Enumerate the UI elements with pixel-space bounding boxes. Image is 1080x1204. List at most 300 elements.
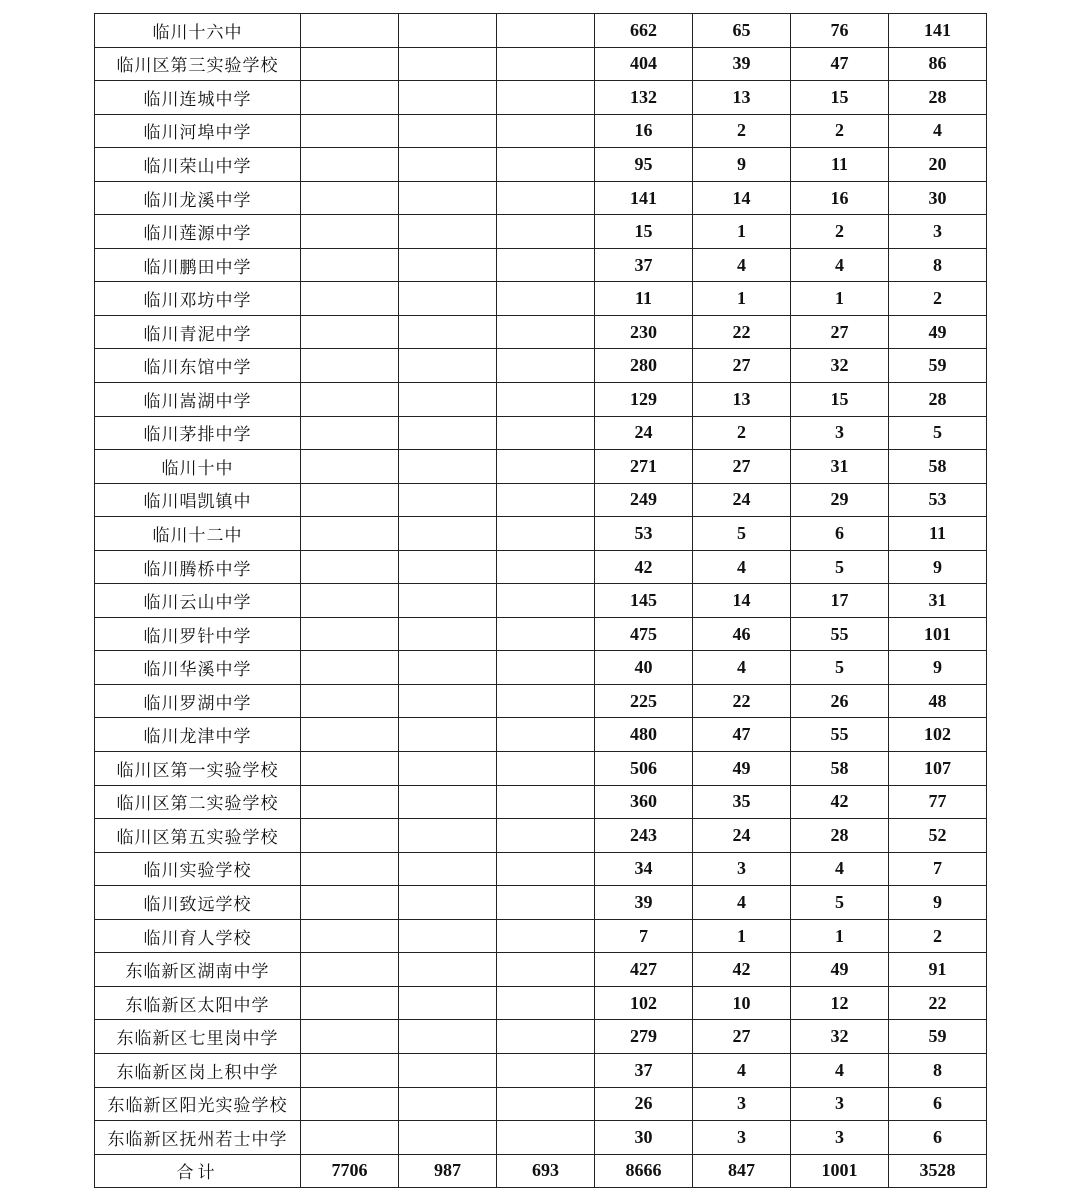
col5-cell: 13 bbox=[693, 81, 791, 115]
table-row bbox=[95, 718, 987, 752]
col2-cell bbox=[399, 819, 497, 853]
col7-cell: 28 bbox=[889, 81, 987, 115]
total-cell: 249 bbox=[595, 483, 693, 517]
total-cell: 480 bbox=[595, 718, 693, 752]
quota-table-container bbox=[94, 13, 986, 1188]
col2-cell bbox=[399, 114, 497, 148]
col5-cell: 847 bbox=[693, 1154, 791, 1188]
school-name-cell: 临川十中 bbox=[95, 450, 301, 484]
school-name-cell: 临川区第一实验学校 bbox=[95, 752, 301, 786]
col1-cell bbox=[301, 986, 399, 1020]
col1-cell bbox=[301, 953, 399, 987]
col6-cell: 16 bbox=[791, 181, 889, 215]
col6-cell: 3 bbox=[791, 1087, 889, 1121]
col3-cell bbox=[497, 684, 595, 718]
col6-cell: 3 bbox=[791, 1121, 889, 1155]
total-cell: 225 bbox=[595, 684, 693, 718]
table-row bbox=[95, 1020, 987, 1054]
total-cell: 37 bbox=[595, 248, 693, 282]
col5-cell: 39 bbox=[693, 47, 791, 81]
col3-cell bbox=[497, 47, 595, 81]
col1-cell bbox=[301, 383, 399, 417]
total-cell: 427 bbox=[595, 953, 693, 987]
col6-cell: 32 bbox=[791, 1020, 889, 1054]
col1-cell bbox=[301, 483, 399, 517]
col6-cell: 76 bbox=[791, 14, 889, 48]
col1-cell bbox=[301, 718, 399, 752]
col3-cell bbox=[497, 383, 595, 417]
col2-cell bbox=[399, 215, 497, 249]
col7-cell: 6 bbox=[889, 1087, 987, 1121]
table-row bbox=[95, 450, 987, 484]
school-name-cell: 临川嵩湖中学 bbox=[95, 383, 301, 417]
table-row bbox=[95, 886, 987, 920]
total-cell: 141 bbox=[595, 181, 693, 215]
col1-cell bbox=[301, 1087, 399, 1121]
table-row bbox=[95, 114, 987, 148]
col6-cell: 4 bbox=[791, 1053, 889, 1087]
school-name-cell: 临川东馆中学 bbox=[95, 349, 301, 383]
col7-cell: 102 bbox=[889, 718, 987, 752]
table-row bbox=[95, 1087, 987, 1121]
total-cell: 475 bbox=[595, 617, 693, 651]
col2-cell bbox=[399, 919, 497, 953]
col2-cell bbox=[399, 450, 497, 484]
total-cell: 271 bbox=[595, 450, 693, 484]
col5-cell: 14 bbox=[693, 584, 791, 618]
col7-cell: 3 bbox=[889, 215, 987, 249]
col1-cell bbox=[301, 550, 399, 584]
school-name-cell: 临川致远学校 bbox=[95, 886, 301, 920]
total-cell: 24 bbox=[595, 416, 693, 450]
table-row bbox=[95, 651, 987, 685]
col3-cell bbox=[497, 886, 595, 920]
col3-cell bbox=[497, 1053, 595, 1087]
col1-cell bbox=[301, 819, 399, 853]
col7-cell: 31 bbox=[889, 584, 987, 618]
col2-cell bbox=[399, 1087, 497, 1121]
total-cell: 279 bbox=[595, 1020, 693, 1054]
col7-cell: 30 bbox=[889, 181, 987, 215]
table-row bbox=[95, 919, 987, 953]
col5-cell: 27 bbox=[693, 450, 791, 484]
col2-cell bbox=[399, 416, 497, 450]
col2-cell bbox=[399, 651, 497, 685]
col6-cell: 55 bbox=[791, 718, 889, 752]
col1-cell bbox=[301, 416, 399, 450]
col7-cell: 8 bbox=[889, 248, 987, 282]
school-name-cell: 东临新区岗上积中学 bbox=[95, 1053, 301, 1087]
col3-cell bbox=[497, 148, 595, 182]
table-row bbox=[95, 81, 987, 115]
col1-cell bbox=[301, 1121, 399, 1155]
col6-cell: 3 bbox=[791, 416, 889, 450]
col3-cell bbox=[497, 617, 595, 651]
col1-cell bbox=[301, 248, 399, 282]
col6-cell: 1 bbox=[791, 919, 889, 953]
col5-cell: 27 bbox=[693, 349, 791, 383]
col7-cell: 4 bbox=[889, 114, 987, 148]
col3-cell bbox=[497, 181, 595, 215]
col6-cell: 2 bbox=[791, 215, 889, 249]
table-row bbox=[95, 349, 987, 383]
school-name-cell: 合计 bbox=[95, 1154, 301, 1188]
col3-cell bbox=[497, 349, 595, 383]
total-cell: 30 bbox=[595, 1121, 693, 1155]
col3-cell bbox=[497, 785, 595, 819]
total-cell: 132 bbox=[595, 81, 693, 115]
school-name-cell: 临川区第五实验学校 bbox=[95, 819, 301, 853]
col5-cell: 3 bbox=[693, 1121, 791, 1155]
total-row bbox=[95, 1154, 987, 1188]
col3-cell bbox=[497, 953, 595, 987]
col6-cell: 5 bbox=[791, 886, 889, 920]
col2-cell bbox=[399, 282, 497, 316]
col5-cell: 46 bbox=[693, 617, 791, 651]
col5-cell: 27 bbox=[693, 1020, 791, 1054]
table-row bbox=[95, 1053, 987, 1087]
col2-cell bbox=[399, 584, 497, 618]
col2-cell bbox=[399, 684, 497, 718]
col6-cell: 29 bbox=[791, 483, 889, 517]
col2-cell bbox=[399, 752, 497, 786]
col7-cell: 101 bbox=[889, 617, 987, 651]
col3-cell bbox=[497, 450, 595, 484]
table-row bbox=[95, 47, 987, 81]
total-cell: 26 bbox=[595, 1087, 693, 1121]
col3-cell bbox=[497, 919, 595, 953]
col7-cell: 6 bbox=[889, 1121, 987, 1155]
col7-cell: 9 bbox=[889, 651, 987, 685]
school-name-cell: 临川莲源中学 bbox=[95, 215, 301, 249]
school-name-cell: 临川十二中 bbox=[95, 517, 301, 551]
col6-cell: 15 bbox=[791, 81, 889, 115]
table-row bbox=[95, 181, 987, 215]
col2-cell bbox=[399, 1053, 497, 1087]
col3-cell bbox=[497, 718, 595, 752]
table-body bbox=[95, 14, 987, 1188]
col3-cell bbox=[497, 1087, 595, 1121]
col7-cell: 2 bbox=[889, 282, 987, 316]
total-cell: 129 bbox=[595, 383, 693, 417]
col2-cell bbox=[399, 852, 497, 886]
col5-cell: 1 bbox=[693, 919, 791, 953]
col2-cell bbox=[399, 483, 497, 517]
school-name-cell: 临川罗湖中学 bbox=[95, 684, 301, 718]
col3-cell bbox=[497, 81, 595, 115]
col7-cell: 8 bbox=[889, 1053, 987, 1087]
col5-cell: 65 bbox=[693, 14, 791, 48]
col3-cell bbox=[497, 114, 595, 148]
col6-cell: 1001 bbox=[791, 1154, 889, 1188]
col7-cell: 28 bbox=[889, 383, 987, 417]
col3-cell bbox=[497, 248, 595, 282]
col5-cell: 4 bbox=[693, 248, 791, 282]
col6-cell: 49 bbox=[791, 953, 889, 987]
total-cell: 404 bbox=[595, 47, 693, 81]
col7-cell: 9 bbox=[889, 550, 987, 584]
col7-cell: 9 bbox=[889, 886, 987, 920]
col6-cell: 5 bbox=[791, 550, 889, 584]
school-name-cell: 临川荣山中学 bbox=[95, 148, 301, 182]
col1-cell: 7706 bbox=[301, 1154, 399, 1188]
col7-cell: 91 bbox=[889, 953, 987, 987]
col1-cell bbox=[301, 752, 399, 786]
school-name-cell: 临川腾桥中学 bbox=[95, 550, 301, 584]
col5-cell: 47 bbox=[693, 718, 791, 752]
col3-cell bbox=[497, 517, 595, 551]
col6-cell: 47 bbox=[791, 47, 889, 81]
col3-cell: 693 bbox=[497, 1154, 595, 1188]
table-row bbox=[95, 416, 987, 450]
col2-cell: 987 bbox=[399, 1154, 497, 1188]
col5-cell: 22 bbox=[693, 684, 791, 718]
col5-cell: 2 bbox=[693, 114, 791, 148]
school-name-cell: 东临新区太阳中学 bbox=[95, 986, 301, 1020]
school-name-cell: 临川茅排中学 bbox=[95, 416, 301, 450]
col6-cell: 55 bbox=[791, 617, 889, 651]
col2-cell bbox=[399, 181, 497, 215]
col2-cell bbox=[399, 785, 497, 819]
total-cell: 280 bbox=[595, 349, 693, 383]
quota-table bbox=[94, 13, 987, 1188]
col5-cell: 35 bbox=[693, 785, 791, 819]
school-name-cell: 临川育人学校 bbox=[95, 919, 301, 953]
table-row bbox=[95, 953, 987, 987]
col6-cell: 12 bbox=[791, 986, 889, 1020]
col7-cell: 22 bbox=[889, 986, 987, 1020]
col5-cell: 4 bbox=[693, 1053, 791, 1087]
school-name-cell: 临川华溪中学 bbox=[95, 651, 301, 685]
col6-cell: 2 bbox=[791, 114, 889, 148]
col6-cell: 27 bbox=[791, 315, 889, 349]
col3-cell bbox=[497, 282, 595, 316]
school-name-cell: 临川青泥中学 bbox=[95, 315, 301, 349]
col3-cell bbox=[497, 584, 595, 618]
total-cell: 37 bbox=[595, 1053, 693, 1087]
col7-cell: 58 bbox=[889, 450, 987, 484]
col6-cell: 17 bbox=[791, 584, 889, 618]
school-name-cell: 临川区第二实验学校 bbox=[95, 785, 301, 819]
col5-cell: 13 bbox=[693, 383, 791, 417]
col1-cell bbox=[301, 81, 399, 115]
col2-cell bbox=[399, 1121, 497, 1155]
col7-cell: 86 bbox=[889, 47, 987, 81]
table-row bbox=[95, 315, 987, 349]
col7-cell: 59 bbox=[889, 349, 987, 383]
col5-cell: 22 bbox=[693, 315, 791, 349]
col7-cell: 3528 bbox=[889, 1154, 987, 1188]
school-name-cell: 临川区第三实验学校 bbox=[95, 47, 301, 81]
col5-cell: 14 bbox=[693, 181, 791, 215]
total-cell: 360 bbox=[595, 785, 693, 819]
col2-cell bbox=[399, 718, 497, 752]
col7-cell: 49 bbox=[889, 315, 987, 349]
col5-cell: 9 bbox=[693, 148, 791, 182]
col2-cell bbox=[399, 383, 497, 417]
total-cell: 39 bbox=[595, 886, 693, 920]
col2-cell bbox=[399, 14, 497, 48]
col5-cell: 24 bbox=[693, 819, 791, 853]
total-cell: 15 bbox=[595, 215, 693, 249]
col7-cell: 5 bbox=[889, 416, 987, 450]
table-row bbox=[95, 148, 987, 182]
col3-cell bbox=[497, 416, 595, 450]
col1-cell bbox=[301, 47, 399, 81]
col5-cell: 3 bbox=[693, 1087, 791, 1121]
total-cell: 53 bbox=[595, 517, 693, 551]
col6-cell: 11 bbox=[791, 148, 889, 182]
col6-cell: 31 bbox=[791, 450, 889, 484]
col6-cell: 28 bbox=[791, 819, 889, 853]
col3-cell bbox=[497, 819, 595, 853]
col3-cell bbox=[497, 14, 595, 48]
col6-cell: 42 bbox=[791, 785, 889, 819]
school-name-cell: 东临新区阳光实验学校 bbox=[95, 1087, 301, 1121]
col3-cell bbox=[497, 215, 595, 249]
col2-cell bbox=[399, 517, 497, 551]
school-name-cell: 临川邓坊中学 bbox=[95, 282, 301, 316]
col1-cell bbox=[301, 349, 399, 383]
col7-cell: 2 bbox=[889, 919, 987, 953]
col1-cell bbox=[301, 684, 399, 718]
col1-cell bbox=[301, 852, 399, 886]
col5-cell: 4 bbox=[693, 550, 791, 584]
col3-cell bbox=[497, 986, 595, 1020]
col5-cell: 5 bbox=[693, 517, 791, 551]
school-name-cell: 临川实验学校 bbox=[95, 852, 301, 886]
col2-cell bbox=[399, 953, 497, 987]
table-row bbox=[95, 248, 987, 282]
col6-cell: 15 bbox=[791, 383, 889, 417]
col3-cell bbox=[497, 1121, 595, 1155]
col1-cell bbox=[301, 181, 399, 215]
col2-cell bbox=[399, 1020, 497, 1054]
col1-cell bbox=[301, 282, 399, 316]
col1-cell bbox=[301, 617, 399, 651]
col1-cell bbox=[301, 1053, 399, 1087]
col5-cell: 24 bbox=[693, 483, 791, 517]
table-row bbox=[95, 617, 987, 651]
school-name-cell: 临川云山中学 bbox=[95, 584, 301, 618]
col6-cell: 4 bbox=[791, 248, 889, 282]
col1-cell bbox=[301, 651, 399, 685]
col6-cell: 32 bbox=[791, 349, 889, 383]
col1-cell bbox=[301, 1020, 399, 1054]
col1-cell bbox=[301, 785, 399, 819]
col3-cell bbox=[497, 752, 595, 786]
school-name-cell: 东临新区湖南中学 bbox=[95, 953, 301, 987]
total-cell: 16 bbox=[595, 114, 693, 148]
table-row bbox=[95, 14, 987, 48]
table-row bbox=[95, 215, 987, 249]
col5-cell: 4 bbox=[693, 886, 791, 920]
table-row bbox=[95, 483, 987, 517]
table-row bbox=[95, 1121, 987, 1155]
col5-cell: 42 bbox=[693, 953, 791, 987]
col1-cell bbox=[301, 148, 399, 182]
table-row bbox=[95, 852, 987, 886]
col7-cell: 59 bbox=[889, 1020, 987, 1054]
col1-cell bbox=[301, 450, 399, 484]
table-row bbox=[95, 819, 987, 853]
col6-cell: 6 bbox=[791, 517, 889, 551]
col6-cell: 26 bbox=[791, 684, 889, 718]
col5-cell: 49 bbox=[693, 752, 791, 786]
col2-cell bbox=[399, 47, 497, 81]
school-name-cell: 临川鹏田中学 bbox=[95, 248, 301, 282]
col7-cell: 141 bbox=[889, 14, 987, 48]
col3-cell bbox=[497, 483, 595, 517]
total-cell: 7 bbox=[595, 919, 693, 953]
total-cell: 42 bbox=[595, 550, 693, 584]
col7-cell: 52 bbox=[889, 819, 987, 853]
total-cell: 40 bbox=[595, 651, 693, 685]
total-cell: 8666 bbox=[595, 1154, 693, 1188]
table-row bbox=[95, 282, 987, 316]
total-cell: 662 bbox=[595, 14, 693, 48]
col3-cell bbox=[497, 852, 595, 886]
col1-cell bbox=[301, 215, 399, 249]
total-cell: 506 bbox=[595, 752, 693, 786]
col5-cell: 2 bbox=[693, 416, 791, 450]
col2-cell bbox=[399, 148, 497, 182]
school-name-cell: 东临新区抚州若士中学 bbox=[95, 1121, 301, 1155]
school-name-cell: 临川连城中学 bbox=[95, 81, 301, 115]
col2-cell bbox=[399, 886, 497, 920]
table-row bbox=[95, 785, 987, 819]
col5-cell: 1 bbox=[693, 215, 791, 249]
total-cell: 243 bbox=[595, 819, 693, 853]
col7-cell: 77 bbox=[889, 785, 987, 819]
table-row bbox=[95, 752, 987, 786]
col2-cell bbox=[399, 986, 497, 1020]
table-row bbox=[95, 684, 987, 718]
col1-cell bbox=[301, 517, 399, 551]
col5-cell: 4 bbox=[693, 651, 791, 685]
school-name-cell: 临川罗针中学 bbox=[95, 617, 301, 651]
col6-cell: 5 bbox=[791, 651, 889, 685]
col6-cell: 58 bbox=[791, 752, 889, 786]
col7-cell: 20 bbox=[889, 148, 987, 182]
total-cell: 102 bbox=[595, 986, 693, 1020]
col6-cell: 1 bbox=[791, 282, 889, 316]
col1-cell bbox=[301, 14, 399, 48]
col5-cell: 10 bbox=[693, 986, 791, 1020]
total-cell: 11 bbox=[595, 282, 693, 316]
col2-cell bbox=[399, 81, 497, 115]
col2-cell bbox=[399, 315, 497, 349]
school-name-cell: 东临新区七里岗中学 bbox=[95, 1020, 301, 1054]
col1-cell bbox=[301, 886, 399, 920]
school-name-cell: 临川河埠中学 bbox=[95, 114, 301, 148]
col3-cell bbox=[497, 651, 595, 685]
school-name-cell: 临川龙溪中学 bbox=[95, 181, 301, 215]
school-name-cell: 临川十六中 bbox=[95, 14, 301, 48]
school-name-cell: 临川唱凯镇中 bbox=[95, 483, 301, 517]
col2-cell bbox=[399, 550, 497, 584]
col7-cell: 53 bbox=[889, 483, 987, 517]
col7-cell: 48 bbox=[889, 684, 987, 718]
col6-cell: 4 bbox=[791, 852, 889, 886]
total-cell: 145 bbox=[595, 584, 693, 618]
col1-cell bbox=[301, 315, 399, 349]
col7-cell: 107 bbox=[889, 752, 987, 786]
total-cell: 95 bbox=[595, 148, 693, 182]
table-row bbox=[95, 550, 987, 584]
table-row bbox=[95, 584, 987, 618]
table-row bbox=[95, 517, 987, 551]
